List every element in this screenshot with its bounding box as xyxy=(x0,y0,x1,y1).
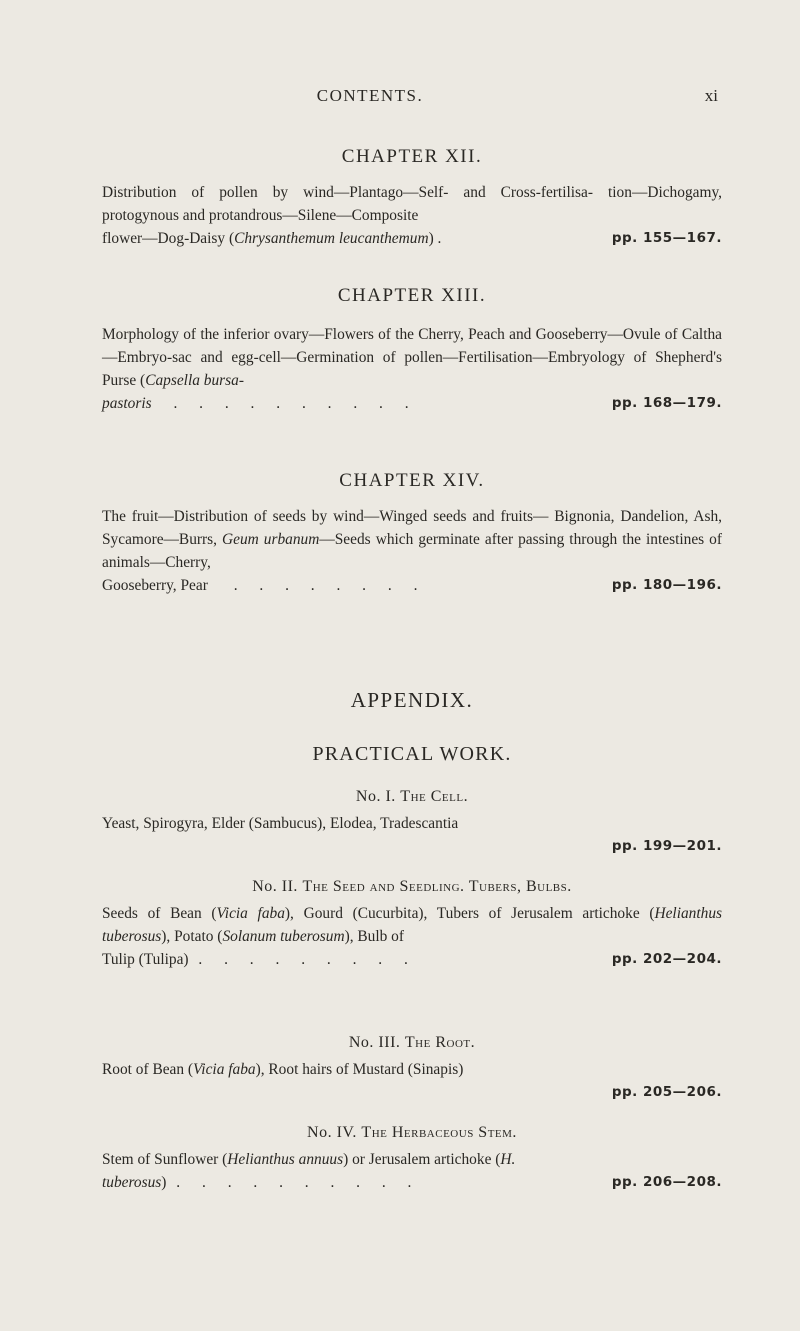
summary-text: ) . xyxy=(428,230,442,247)
chapter-heading: CHAPTER XIV. xyxy=(339,470,485,491)
summary-text: Root of Bean ( xyxy=(102,1061,194,1078)
running-head xyxy=(0,86,800,110)
chapter-summary-last-line xyxy=(102,574,722,597)
page-range: pp. 205—206. xyxy=(611,1084,722,1100)
page-range: pp. 155—167. xyxy=(611,230,722,246)
section-number: No. III. xyxy=(348,1034,401,1051)
page-range: pp. 180—196. xyxy=(611,577,722,593)
latin-name: Helianthus annuus xyxy=(227,1151,344,1168)
summary-text: ), Root hairs of Mustard (Sinapis) xyxy=(255,1061,464,1078)
summary-text: Tulip (Tulipa) xyxy=(102,951,189,968)
section-summary xyxy=(102,902,722,948)
practical-section-ii xyxy=(102,878,722,971)
section-number: No. I. xyxy=(355,788,396,805)
summary-line: The fruit—Distribution of seeds by wind—Winged seeds and fruits— xyxy=(102,508,549,525)
chapter-summary xyxy=(102,181,722,227)
summary-text: Gooseberry, Pear xyxy=(102,577,208,594)
chapter-xii xyxy=(102,146,722,250)
section-number: No. II. xyxy=(252,878,298,895)
practical-section-iv xyxy=(102,1124,722,1194)
page-range: pp. 168—179. xyxy=(611,395,722,411)
latin-name: H. xyxy=(500,1151,516,1168)
page-range: pp. 202—204. xyxy=(611,951,722,967)
practical-section-iii xyxy=(102,1034,722,1104)
leader-dots: . . . . . . . . . xyxy=(198,951,417,968)
latin-name: pastoris xyxy=(102,395,152,412)
page-range: pp. 206—208. xyxy=(611,1174,722,1190)
chapter-xiii xyxy=(102,285,722,415)
chapter-summary-last-line xyxy=(102,392,722,415)
page-range: pp. 199—201. xyxy=(611,838,722,854)
latin-name: Geum urbanum xyxy=(222,531,320,548)
summary-text: ), Bulb of xyxy=(344,928,404,945)
section-summary xyxy=(102,1058,722,1081)
summary-line: Distribution of pollen by wind—Plantago—Self- and Cross-fertilisa- xyxy=(102,184,593,201)
chapter-heading: CHAPTER XII. xyxy=(341,146,483,167)
summary-text: ) xyxy=(161,1174,167,1191)
chapter-summary xyxy=(102,505,722,574)
chapter-summary xyxy=(102,323,722,392)
leader-dots: . . . . . . . . . . xyxy=(176,1174,421,1191)
section-heading xyxy=(102,788,722,806)
chapter-heading: CHAPTER XIII. xyxy=(337,285,487,306)
chapter-xiv xyxy=(102,470,722,597)
latin-name: Helianthus tuberosus xyxy=(102,905,723,945)
practical-section-i xyxy=(102,788,722,858)
latin-name: Vicia faba xyxy=(193,1061,256,1078)
section-title: The Herbaceous Stem. xyxy=(361,1124,517,1141)
summary-text: Seeds of Bean ( xyxy=(102,905,217,922)
latin-name: Chrysanthemum leucanthemum xyxy=(234,230,429,247)
section-title: The Cell. xyxy=(400,788,469,805)
summary-text: flower—Dog-Daisy ( xyxy=(102,230,235,247)
summary-line: which germinate after passing through the intestines of animals—Cherry, xyxy=(102,531,722,571)
summary-line: tion—Dichogamy, protogynous and protandrous—Silene—Composite xyxy=(102,184,722,224)
section-summary xyxy=(102,1148,722,1171)
latin-name: Solanum tuberosum xyxy=(222,928,345,945)
section-summary-last-line xyxy=(102,1171,722,1194)
section-summary: Yeast, Spirogyra, Elder (Sambucus), Elodea, Tradescantia xyxy=(102,815,459,832)
section-summary-last-line xyxy=(102,948,722,971)
leader-dots: . . . . . . . . . . xyxy=(173,395,418,412)
latin-name: Capsella bursa- xyxy=(145,372,244,389)
latin-name: Vicia faba xyxy=(216,905,285,922)
summary-text: artichoke ( xyxy=(582,905,655,922)
page-number: xi xyxy=(704,86,718,105)
section-heading xyxy=(102,878,722,896)
section-heading xyxy=(102,1124,722,1142)
summary-text: pollen—Fertilisation—Embryology of Shepherd's Purse ( xyxy=(102,349,722,389)
summary-text: ), Gourd (Cucurbita), Tubers of Jerusalem xyxy=(284,905,573,922)
summary-text: ), Potato ( xyxy=(161,928,223,945)
appendix-title: APPENDIX. xyxy=(350,688,474,712)
running-head-title: CONTENTS. xyxy=(316,86,424,105)
summary-text: ) or Jerusalem artichoke ( xyxy=(343,1151,501,1168)
section-number: No. IV. xyxy=(307,1124,357,1141)
section-title: The Seed and Seedling. Tubers, Bulbs. xyxy=(302,878,572,895)
leader-dots: . . . . . . . . xyxy=(233,577,427,594)
appendix xyxy=(102,688,722,766)
summary-line: Gooseberry—Ovule of Caltha—Embryo-sac and egg-cell—Germination of xyxy=(102,326,722,366)
practical-work-title: PRACTICAL WORK. xyxy=(312,743,512,765)
summary-text: —Seeds xyxy=(319,531,371,548)
section-heading xyxy=(102,1034,722,1052)
latin-name: tuberosus xyxy=(102,1174,162,1191)
summary-line: Morphology of the inferior ovary—Flowers of the Cherry, Peach and xyxy=(102,326,532,343)
summary-text: Bignonia, Dandelion, Ash, Sycamore—Burrs, xyxy=(102,508,723,548)
chapter-summary-last-line xyxy=(102,227,722,250)
section-title: The Root. xyxy=(404,1034,476,1051)
summary-text: Stem of Sunflower ( xyxy=(102,1151,228,1168)
